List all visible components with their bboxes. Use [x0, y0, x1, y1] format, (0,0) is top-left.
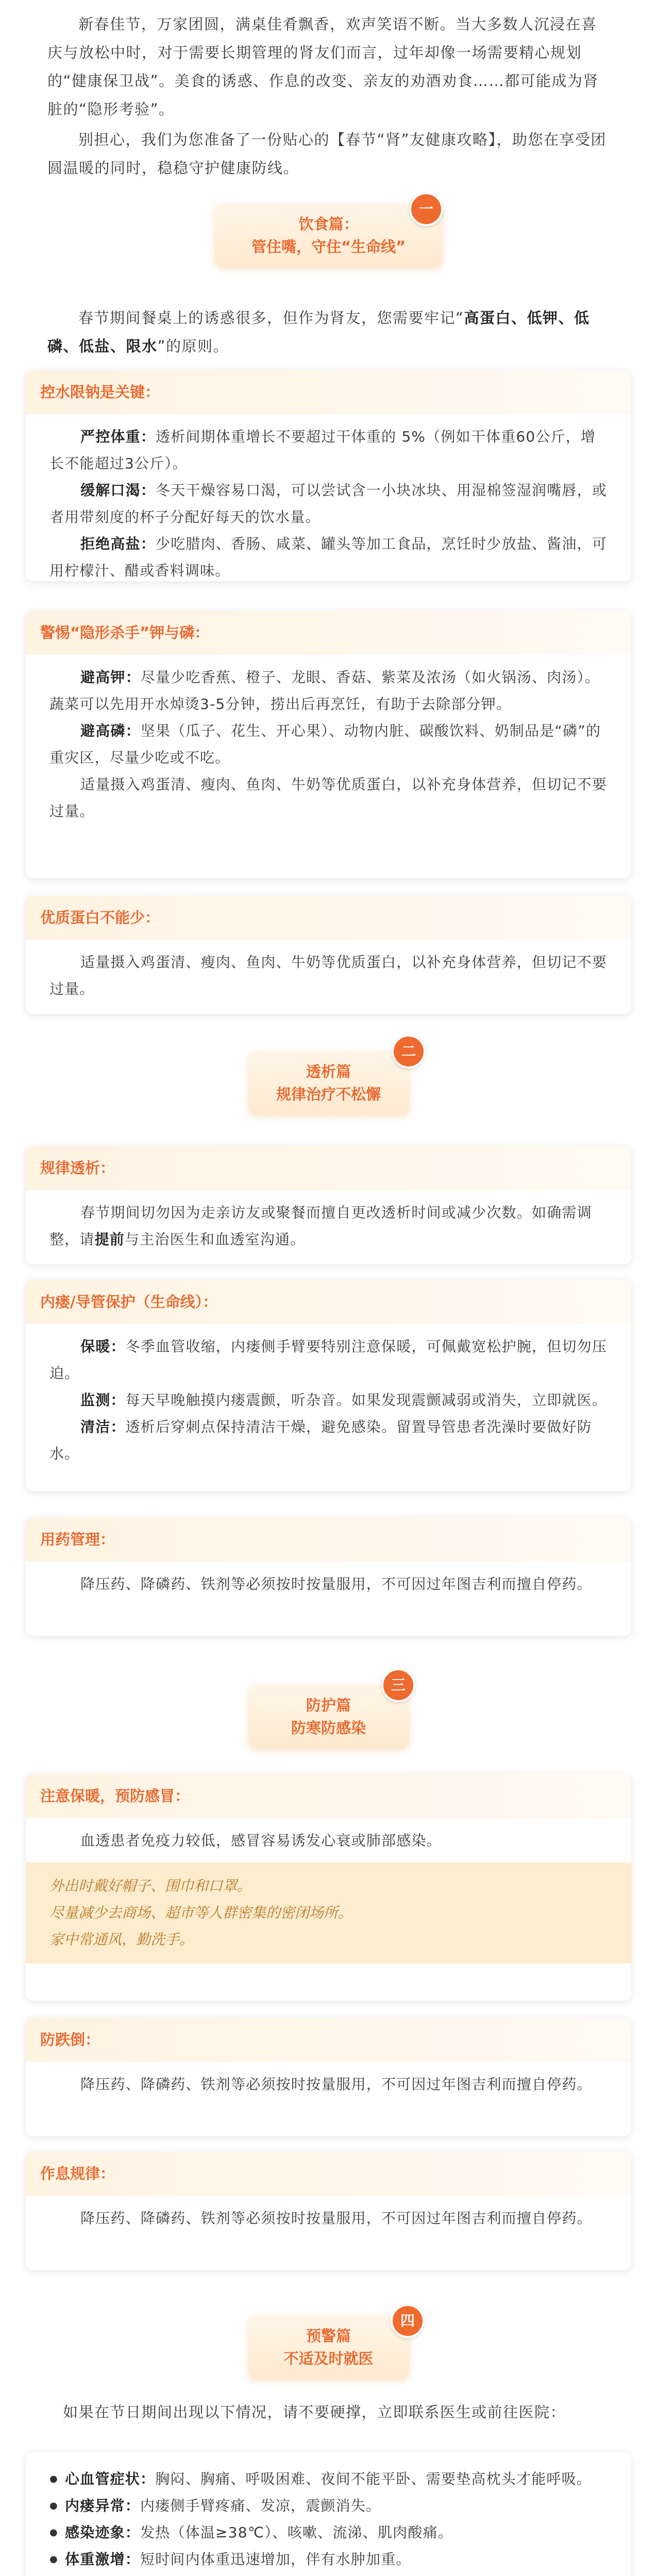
card-title: 规律透析：: [26, 1146, 631, 1190]
card-text: 降压药、降磷药、铁剂等必须按时按量服用，不可因过年图吉利而擅自停药。: [80, 2076, 592, 2093]
card-item: 严控体重：透析间期体重增长不要超过干体重的 5%（例如干体重60公斤，增长不能超过3公斤）。: [49, 428, 596, 472]
section-subtitle: 规律治疗不松懈: [276, 1086, 381, 1103]
section-title: 防护篇: [306, 1697, 351, 1714]
warning-intro: 如果在节日期间出现以下情况，请不要硬撑，立即联系医生或前往医院：: [63, 2403, 566, 2421]
card-title: 内瘘/导管保护（生命线）：: [26, 1280, 631, 1324]
section-title: 饮食篇：: [298, 215, 359, 233]
quote-line: 外出时戴好帽子、围巾和口罩。: [49, 1877, 252, 1894]
section-number-badge: 三: [381, 1668, 415, 1702]
card-item: 监测：每天早晚触摸内瘘震颤，听杂音。如果发现震颤减弱或消失，立即就医。: [80, 1392, 608, 1409]
card-title: 警惕“隐形杀手”钾与磷：: [26, 611, 631, 655]
section-number-badge: 一: [409, 192, 443, 226]
card-fall-prevention: [26, 2018, 631, 2136]
card-warning-signs: [26, 2452, 631, 2576]
card-item: 清洁：透析后穿刺点保持清洁干燥，避免感染。留置导管患者洗澡时要做好防水。: [49, 1418, 592, 1462]
card-title: 优质蛋白不能少：: [26, 895, 631, 940]
section-number-badge: 四: [391, 2304, 425, 2338]
section-title: 透析篇: [306, 1063, 351, 1080]
card-regular-dialysis: [26, 1146, 631, 1264]
card-title: 注意保暖，预防感冒：: [26, 1774, 631, 1818]
card-text: 春节期间切勿因为走亲访友或聚餐而擅自更改透析时间或减少次数。如确需调整，请提前与主治医生和血透室沟通。: [49, 1204, 592, 1248]
card-routine: [26, 2151, 631, 2270]
quote-line: 尽量减少去商场、超市等人群密集的密闭场所。: [49, 1904, 353, 1921]
card-text: 血透患者免疫力较低，感冒容易诱发心衰或肺部感染。: [80, 1832, 442, 1849]
card-item: 避高钾：尽量少吃香蕉、橙子、龙眼、香菇、紫菜及浓汤（如火锅汤、肉汤）。蔬菜可以先用开水焯烫3-5分钟，捞出后再烹饪，有助于去除部分钾。: [49, 669, 600, 713]
card-text: 适量摄入鸡蛋清、瘦肉、鱼肉、牛奶等优质蛋白，以补充身体营养，但切记不要过量。: [49, 954, 608, 997]
diet-intro: 春节期间餐桌上的诱惑很多，但作为肾友，您需要牢记“高蛋白、低钾、低磷、低盐、限水”的原则。: [47, 309, 590, 355]
warning-item: ● 体重激增：短时间内体重迅速增加，伴有水肿加重。: [49, 2546, 608, 2573]
card-item: 拒绝高盐：少吃腊肉、香肠、咸菜、罐头等加工食品，烹饪时少放盐、酱油，可用柠檬汁、醋或香料调味。: [49, 535, 608, 579]
card-title: 作息规律：: [26, 2151, 631, 2196]
card-item: 适量摄入鸡蛋清、瘦肉、鱼肉、牛奶等优质蛋白，以补充身体营养，但切记不要过量。: [49, 776, 608, 820]
card-text: 降压药、降磷药、铁剂等必须按时按量服用，不可因过年图吉利而擅自停药。: [80, 2210, 592, 2227]
card-potassium-phosphorus: [26, 611, 631, 878]
intro-paragraph-2: 别担心，我们为您准备了一份贴心的【春节“肾”友健康攻略】，助您在享受团圆温暖的同时，稳稳守护健康防线。: [47, 131, 607, 177]
card-fistula-protection: [26, 1280, 631, 1491]
card-cold-prevention: [26, 1774, 631, 2001]
card-title: 控水限钠是关键：: [26, 370, 631, 414]
section-title: 预警篇: [306, 2327, 351, 2345]
card-water-sodium: [26, 370, 631, 581]
section-subtitle: 不适及时就医: [283, 2350, 374, 2367]
section-subtitle: 防寒防感染: [291, 1719, 366, 1737]
card-protein: [26, 895, 631, 1014]
section-subtitle: 管住嘴，守住“生命线”: [251, 238, 406, 256]
warning-item: ● 心血管症状：胸闷、胸痛、呼吸困难、夜间不能平卧、需要垫高枕头才能呼吸。: [49, 2466, 608, 2493]
card-title: 防跌倒：: [26, 2018, 631, 2062]
card-item: 缓解口渴：冬天干燥容易口渴，可以尝试含一小块冰块、用湿棉签湿润嘴唇，或者用带刻度的杯子分配好每天的饮水量。: [49, 482, 608, 526]
card-item: 保暖：冬季血管收缩，内瘘侧手臂要特别注意保暖，可佩戴宽松护腕，但切勿压迫。: [49, 1338, 608, 1382]
warning-item: ● 感染迹象：发热（体温≥38℃）、咳嗽、流涕、肌肉酸痛。: [49, 2519, 608, 2546]
tips-quote: [26, 1862, 631, 1963]
warning-item: ● 内瘘异常：内瘘侧手臂疼痛、发凉，震颤消失。: [49, 2493, 608, 2519]
intro-paragraph-1: 新春佳节，万家团圆，满桌佳肴飘香，欢声笑语不断。当大多数人沉浸在喜庆与放松中时，对于需要长期管理的肾友们而言，过年却像一场需要精心规划的“健康保卫战”。美食的诱惑、作息的改变、亲友的劝酒劝食……都可能成为肾脏的“隐形考验”。: [47, 15, 599, 118]
section-number-badge: 二: [392, 1035, 426, 1069]
card-text: 降压药、降磷药、铁剂等必须按时按量服用，不可因过年图吉利而擅自停药。: [80, 1575, 592, 1592]
card-title: 用药管理：: [26, 1517, 631, 1562]
quote-line: 家中常通风，勤洗手。: [49, 1931, 194, 1948]
card-medication: [26, 1517, 631, 1636]
card-item: 避高磷：坚果（瓜子、花生、开心果）、动物内脏、碳酸饮料、奶制品是“磷”的重灾区，尽量少吃或不吃。: [49, 722, 601, 766]
